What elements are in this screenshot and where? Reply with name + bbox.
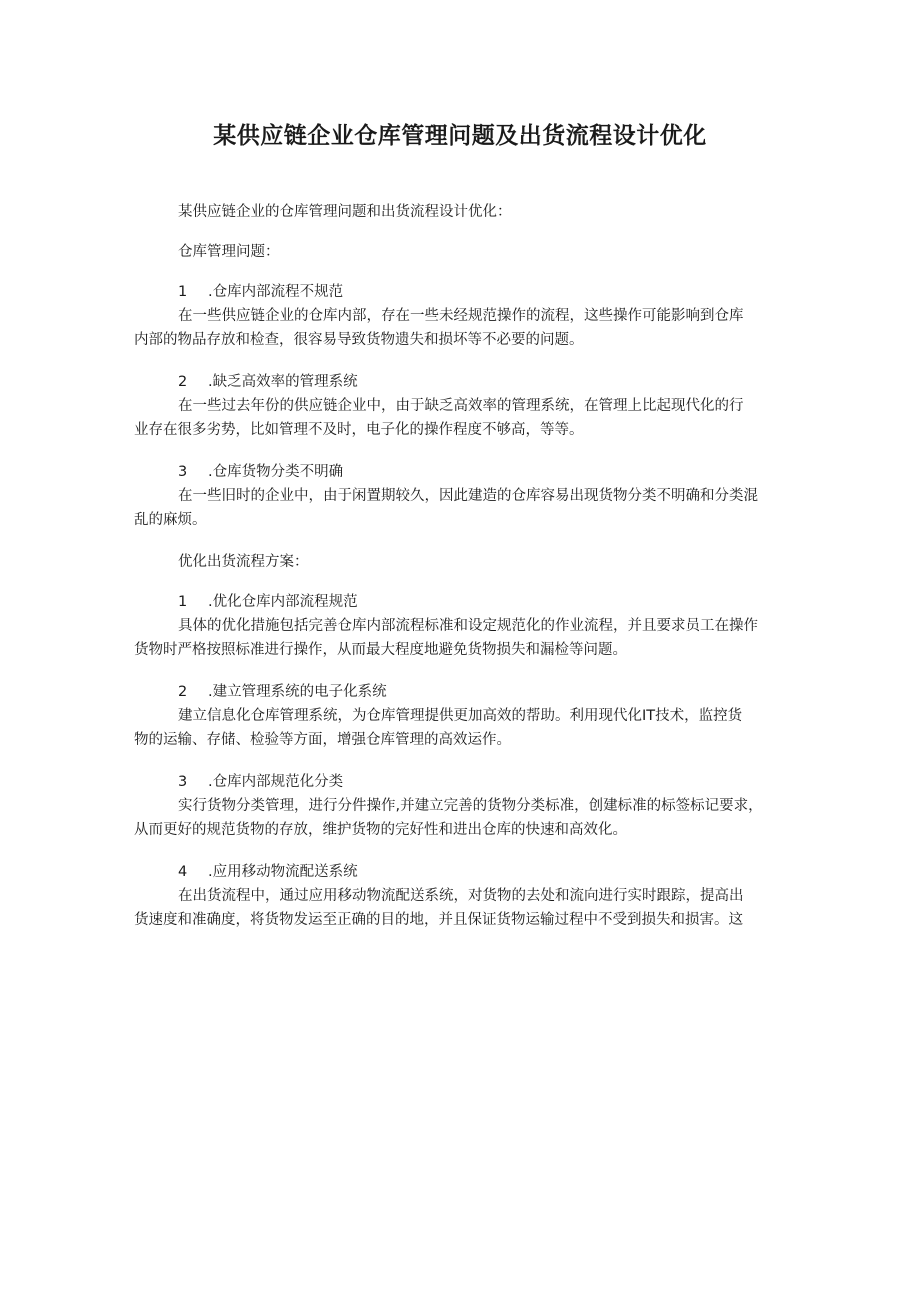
solution-2-heading [134,680,794,704]
paragraph-line: 具体的优化措施包括完善仓库内部流程标准和设定规范化的作业流程，并且要求员工在操作 [178,618,758,634]
solution-2-title: .建立管理系统的电子化系统 [208,684,387,700]
problem-3-title: .仓库货物分类不明确 [208,464,344,480]
problem-1-number: 1 [178,284,188,300]
paragraph-line: 在出货流程中，通过应用移动物流配送系统，对货物的去处和流向进行实时跟踪，提高出 [178,888,744,904]
solution-4-number: 4 [178,864,188,880]
paragraph-line: 货速度和准确度，将货物发运至正确的目的地，并且保证货物运输过程中不受到损失和损害。这 [134,912,743,928]
paragraph-line: 实行货物分类管理，进行分件操作,并建立完善的货物分类标准，创建标准的标签标记要求， [178,798,763,814]
solution-1-heading [134,590,794,614]
solution-3-paragraph [134,794,794,842]
document-title: 某供应链企业仓库管理问题及出货流程设计优化 [213,123,707,149]
problem-2-number: 2 [178,374,188,390]
problem-1-title: .仓库内部流程不规范 [208,284,344,300]
document-body [134,200,794,932]
paragraph-line: 货物时严格按照标准进行操作，从而最大程度地避免货物损失和漏检等问题。 [134,642,627,658]
paragraph-line: 在一些旧时的企业中，由于闲置期较久，因此建造的仓库容易出现货物分类不明确和分类混 [178,488,758,504]
problem-2-heading [134,370,794,394]
solution-4-heading [134,860,794,884]
paragraph-line: 在一些过去年份的供应链企业中，由于缺乏高效率的管理系统，在管理上比起现代化的行 [178,398,744,414]
paragraph-line: 建立信息化仓库管理系统，为仓库管理提供更加高效的帮助。利用现代化IT技术，监控货 [178,708,743,724]
solution-2-paragraph [134,704,794,752]
problem-1-paragraph [134,304,794,352]
paragraph-line: 内部的物品存放和检查，很容易导致货物遗失和损坏等不必要的问题。 [134,332,584,348]
solution-1-title: .优化仓库内部流程规范 [208,594,358,610]
problem-2-paragraph [134,394,794,442]
paragraph-line: 业存在很多劣势，比如管理不及时，电子化的操作程度不够高，等等。 [134,422,584,438]
solution-2-number: 2 [178,684,188,700]
problems-heading: 仓库管理问题： [178,244,280,260]
paragraph-line: 从而更好的规范货物的存放，维护货物的完好性和进出仓库的快速和高效化。 [134,822,627,838]
intro-text: 某供应链企业的仓库管理问题和出货流程设计优化： [178,204,512,220]
solution-4-paragraph [134,884,794,932]
solution-3-number: 3 [178,774,188,790]
solutions-heading: 优化出货流程方案： [178,554,309,570]
paragraph-line: 在一些供应链企业的仓库内部，存在一些未经规范操作的流程，这些操作可能影响到仓库 [178,308,744,324]
solution-3-heading [134,770,794,794]
paragraph-line: 乱的麻烦。 [134,512,207,528]
solution-1-paragraph [134,614,794,662]
solution-3-title: .仓库内部规范化分类 [208,774,344,790]
solution-4-title: .应用移动物流配送系统 [208,864,358,880]
paragraph-line: 物的运输、存储、检验等方面，增强仓库管理的高效运作。 [134,732,511,748]
problem-3-number: 3 [178,464,188,480]
solution-1-number: 1 [178,594,188,610]
problem-3-heading [134,460,794,484]
problem-3-paragraph [134,484,794,532]
problem-2-title: .缺乏高效率的管理系统 [208,374,358,390]
problem-1-heading [134,280,794,304]
